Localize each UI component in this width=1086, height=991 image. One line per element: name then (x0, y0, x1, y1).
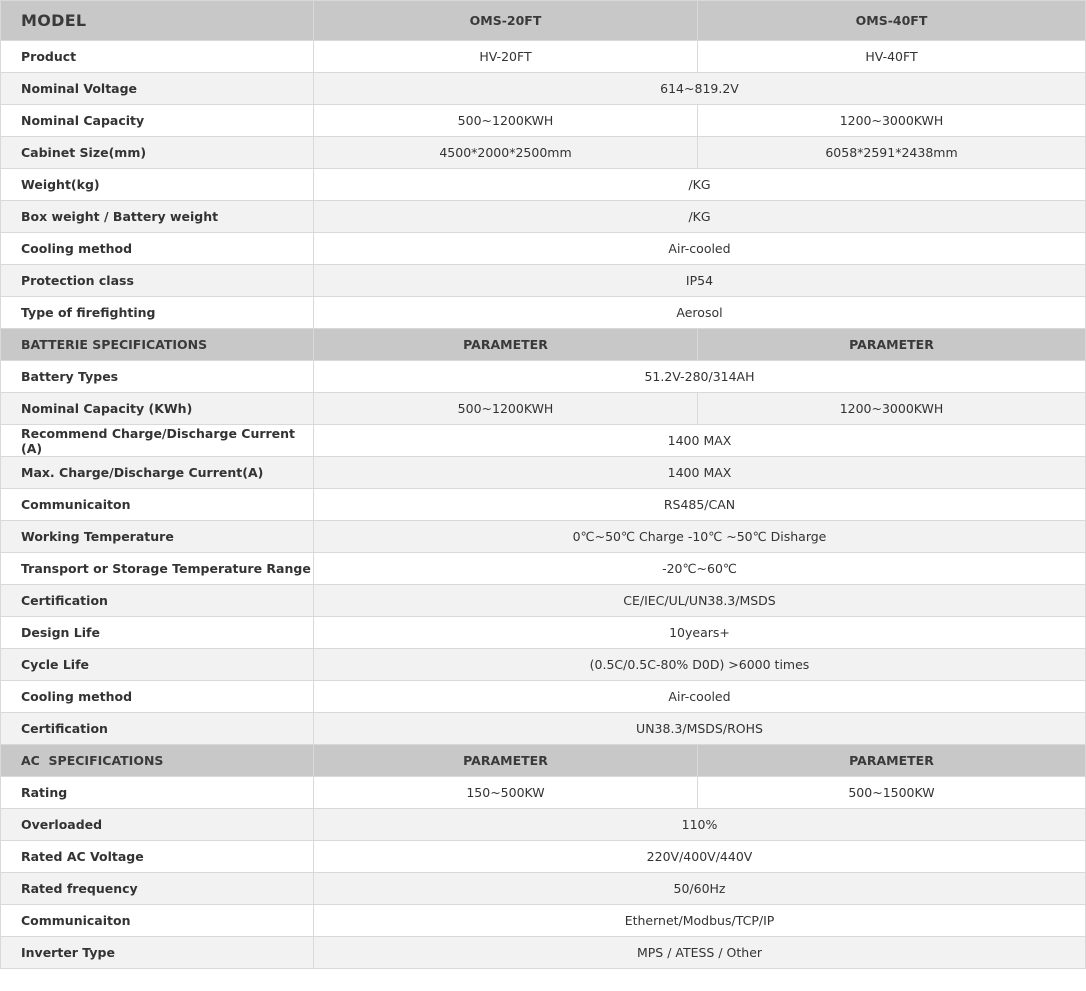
row-value-col2: 500~1500KW (698, 777, 1086, 809)
row-value-col1: HV-20FT (314, 41, 698, 73)
row-value-col2: 1200~3000KWH (698, 105, 1086, 137)
row-value: Ethernet/Modbus/TCP/IP (314, 905, 1086, 937)
row-value: 614~819.2V (314, 73, 1086, 105)
table-row (1, 681, 1086, 713)
row-label: Nominal Capacity (1, 105, 314, 137)
table-row (1, 265, 1086, 297)
table-row (1, 617, 1086, 649)
row-value: /KG (314, 169, 1086, 201)
row-value: 1400 MAX (314, 457, 1086, 489)
row-label: Design Life (1, 617, 314, 649)
section-title: BATTERIE SPECIFICATIONS (1, 329, 314, 361)
row-label: Transport or Storage Temperature Range (1, 553, 314, 585)
row-label: Nominal Capacity (KWh) (1, 393, 314, 425)
row-value-col2: 6058*2591*2438mm (698, 137, 1086, 169)
row-label: Box weight / Battery weight (1, 201, 314, 233)
parameter-col2-header: PARAMETER (698, 745, 1086, 777)
table-row (1, 233, 1086, 265)
row-value: 51.2V-280/314AH (314, 361, 1086, 393)
row-value: 0℃~50℃ Charge -10℃ ~50℃ Disharge (314, 521, 1086, 553)
section-title: AC SPECIFICATIONS (1, 745, 314, 777)
table-row (1, 873, 1086, 905)
row-label: Battery Types (1, 361, 314, 393)
ac-section-header (1, 745, 1086, 777)
row-value: 110% (314, 809, 1086, 841)
table-row (1, 649, 1086, 681)
row-value: 50/60Hz (314, 873, 1086, 905)
row-value: 1400 MAX (314, 425, 1086, 457)
table-row (1, 41, 1086, 73)
row-value-col1: 4500*2000*2500mm (314, 137, 698, 169)
table-row (1, 425, 1086, 457)
table-row (1, 937, 1086, 969)
row-label: Rated AC Voltage (1, 841, 314, 873)
row-value: 10years+ (314, 617, 1086, 649)
table-row (1, 73, 1086, 105)
row-value: 220V/400V/440V (314, 841, 1086, 873)
row-label: Inverter Type (1, 937, 314, 969)
battery-section-header (1, 329, 1086, 361)
row-value: Air-cooled (314, 233, 1086, 265)
table-row (1, 553, 1086, 585)
row-label: Cycle Life (1, 649, 314, 681)
table-row (1, 489, 1086, 521)
row-label: Cooling method (1, 233, 314, 265)
row-value: IP54 (314, 265, 1086, 297)
table-row (1, 297, 1086, 329)
row-value: RS485/CAN (314, 489, 1086, 521)
row-value: MPS / ATESS / Other (314, 937, 1086, 969)
row-label: Recommend Charge/Discharge Current (A) (1, 425, 314, 457)
row-value-col2: HV-40FT (698, 41, 1086, 73)
table-row (1, 201, 1086, 233)
table-row (1, 521, 1086, 553)
row-value: /KG (314, 201, 1086, 233)
row-label: Weight(kg) (1, 169, 314, 201)
table-row (1, 105, 1086, 137)
table-header-row (1, 1, 1086, 41)
row-value: (0.5C/0.5C-80% D0D) >6000 times (314, 649, 1086, 681)
parameter-col1-header: PARAMETER (314, 329, 698, 361)
row-label: Certification (1, 585, 314, 617)
row-label: Type of firefighting (1, 297, 314, 329)
table-row (1, 841, 1086, 873)
row-value: UN38.3/MSDS/ROHS (314, 713, 1086, 745)
row-label: Nominal Voltage (1, 73, 314, 105)
row-value: Aerosol (314, 297, 1086, 329)
table-row (1, 393, 1086, 425)
model-col2-header: OMS-40FT (698, 1, 1086, 41)
table-row (1, 457, 1086, 489)
table-row (1, 777, 1086, 809)
row-label: Certification (1, 713, 314, 745)
table-row (1, 169, 1086, 201)
table-row (1, 905, 1086, 937)
table-row (1, 585, 1086, 617)
table-row (1, 809, 1086, 841)
row-label: Working Temperature (1, 521, 314, 553)
row-label: Max. Charge/Discharge Current(A) (1, 457, 314, 489)
row-value: -20℃~60℃ (314, 553, 1086, 585)
row-label: Rating (1, 777, 314, 809)
model-header-label: MODEL (1, 1, 314, 41)
row-value-col1: 500~1200KWH (314, 393, 698, 425)
table-row (1, 713, 1086, 745)
row-value-col1: 500~1200KWH (314, 105, 698, 137)
table-row (1, 361, 1086, 393)
row-label: Communicaiton (1, 489, 314, 521)
row-label: Communicaiton (1, 905, 314, 937)
row-label: Overloaded (1, 809, 314, 841)
model-col1-header: OMS-20FT (314, 1, 698, 41)
table-row (1, 137, 1086, 169)
row-label: Cabinet Size(mm) (1, 137, 314, 169)
row-value: Air-cooled (314, 681, 1086, 713)
row-value: CE/IEC/UL/UN38.3/MSDS (314, 585, 1086, 617)
row-label: Rated frequency (1, 873, 314, 905)
row-value-col2: 1200~3000KWH (698, 393, 1086, 425)
row-label: Product (1, 41, 314, 73)
row-label: Protection class (1, 265, 314, 297)
row-label: Cooling method (1, 681, 314, 713)
parameter-col1-header: PARAMETER (314, 745, 698, 777)
row-value-col1: 150~500KW (314, 777, 698, 809)
parameter-col2-header: PARAMETER (698, 329, 1086, 361)
